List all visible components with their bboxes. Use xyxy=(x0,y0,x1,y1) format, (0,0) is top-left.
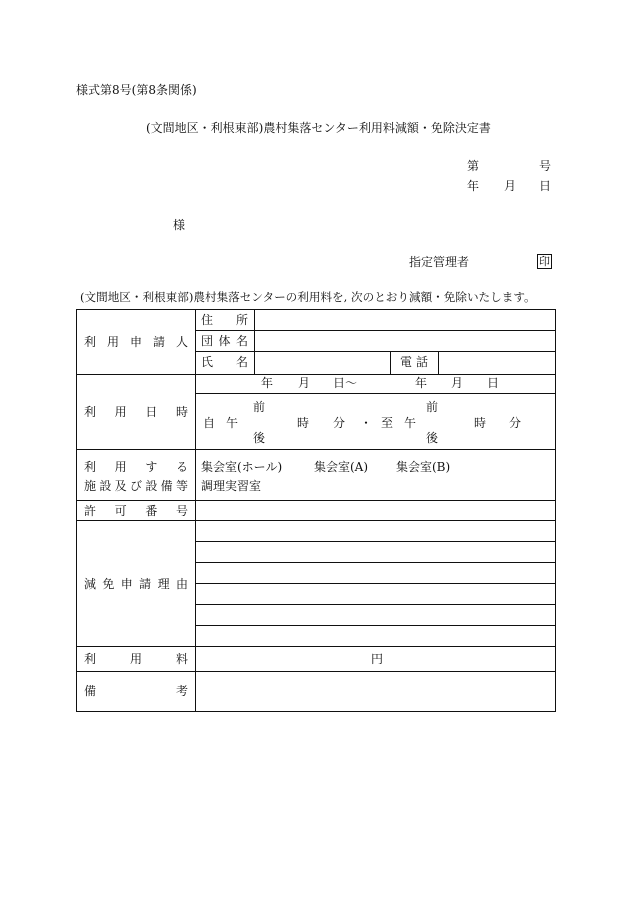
remarks-field[interactable] xyxy=(196,672,554,710)
facilities-label-line2: 施 設 及 び 設 備 等 xyxy=(84,479,188,493)
from-year: 年 xyxy=(261,376,274,390)
seal-stamp: 印 xyxy=(539,255,550,268)
from-day: 日〜 xyxy=(333,376,358,390)
from-hour: 時 xyxy=(297,416,310,430)
form-number: 様式第8号(第8条関係) xyxy=(76,83,197,97)
to-go: 午 xyxy=(404,416,417,430)
intro-text: (文間地区・利根東部)農村集落センターの利用料を, 次のとおり減額・免除いたします。 xyxy=(80,290,536,304)
date-month: 月 xyxy=(504,179,517,193)
facility-option-room-b[interactable]: 集会室(B) xyxy=(396,460,451,474)
usage-datetime-label: 利 用 日 時 xyxy=(84,405,188,419)
from-month: 月 xyxy=(298,376,311,390)
permit-number-label: 許 可 番 号 xyxy=(84,504,188,518)
to-day: 日 xyxy=(487,376,500,390)
remarks-label: 備 考 xyxy=(84,684,188,698)
from-pm: 後 xyxy=(253,431,266,445)
fee-unit-yen: 円 xyxy=(371,652,384,666)
to-year: 年 xyxy=(415,376,428,390)
document-title: (文間地区・利根東部)農村集落センター利用料減額・免除決定書 xyxy=(146,121,491,135)
address-field[interactable] xyxy=(255,311,554,329)
from-minute: 分 xyxy=(333,416,346,430)
to-pm: 後 xyxy=(426,431,439,445)
facility-option-room-a[interactable]: 集会室(A) xyxy=(314,460,369,474)
permit-number-field[interactable] xyxy=(196,501,554,519)
applicant-label: 利 用 申 請 人 xyxy=(84,335,188,349)
facility-option-cooking-room[interactable]: 調理実習室 xyxy=(201,479,262,493)
date-year: 年 xyxy=(467,179,480,193)
shi-label: 至 xyxy=(381,416,394,430)
ji-label: 自 xyxy=(203,416,216,430)
reduction-reason-label: 減 免 申 請 理 由 xyxy=(84,577,188,591)
group-name-label: 団 体 名 xyxy=(201,334,248,348)
addressee-sama: 様 xyxy=(173,218,186,232)
to-am: 前 xyxy=(426,400,439,414)
name-label: 氏 名 xyxy=(201,355,248,369)
group-name-field[interactable] xyxy=(255,332,554,350)
address-label: 住 所 xyxy=(201,313,248,327)
facility-option-hall[interactable]: 集会室(ホール) xyxy=(201,460,283,474)
issuer-label: 指定管理者 xyxy=(409,255,470,269)
name-field[interactable] xyxy=(255,353,389,373)
date-day: 日 xyxy=(539,179,552,193)
from-am: 前 xyxy=(253,400,266,414)
doc-no-dai: 第 xyxy=(467,159,480,173)
to-month: 月 xyxy=(451,376,464,390)
fee-label: 利 用 料 xyxy=(84,652,188,666)
phone-field[interactable] xyxy=(439,353,554,373)
to-hour: 時 xyxy=(474,416,487,430)
facilities-label-line1: 利 用 す る xyxy=(84,460,188,474)
to-minute: 分 xyxy=(509,416,522,430)
phone-label: 電 話 xyxy=(400,355,428,369)
application-form-table xyxy=(76,309,556,712)
from-go: 午 xyxy=(226,416,239,430)
doc-no-go: 号 xyxy=(539,159,552,173)
separator-dot: ・ xyxy=(360,416,373,430)
